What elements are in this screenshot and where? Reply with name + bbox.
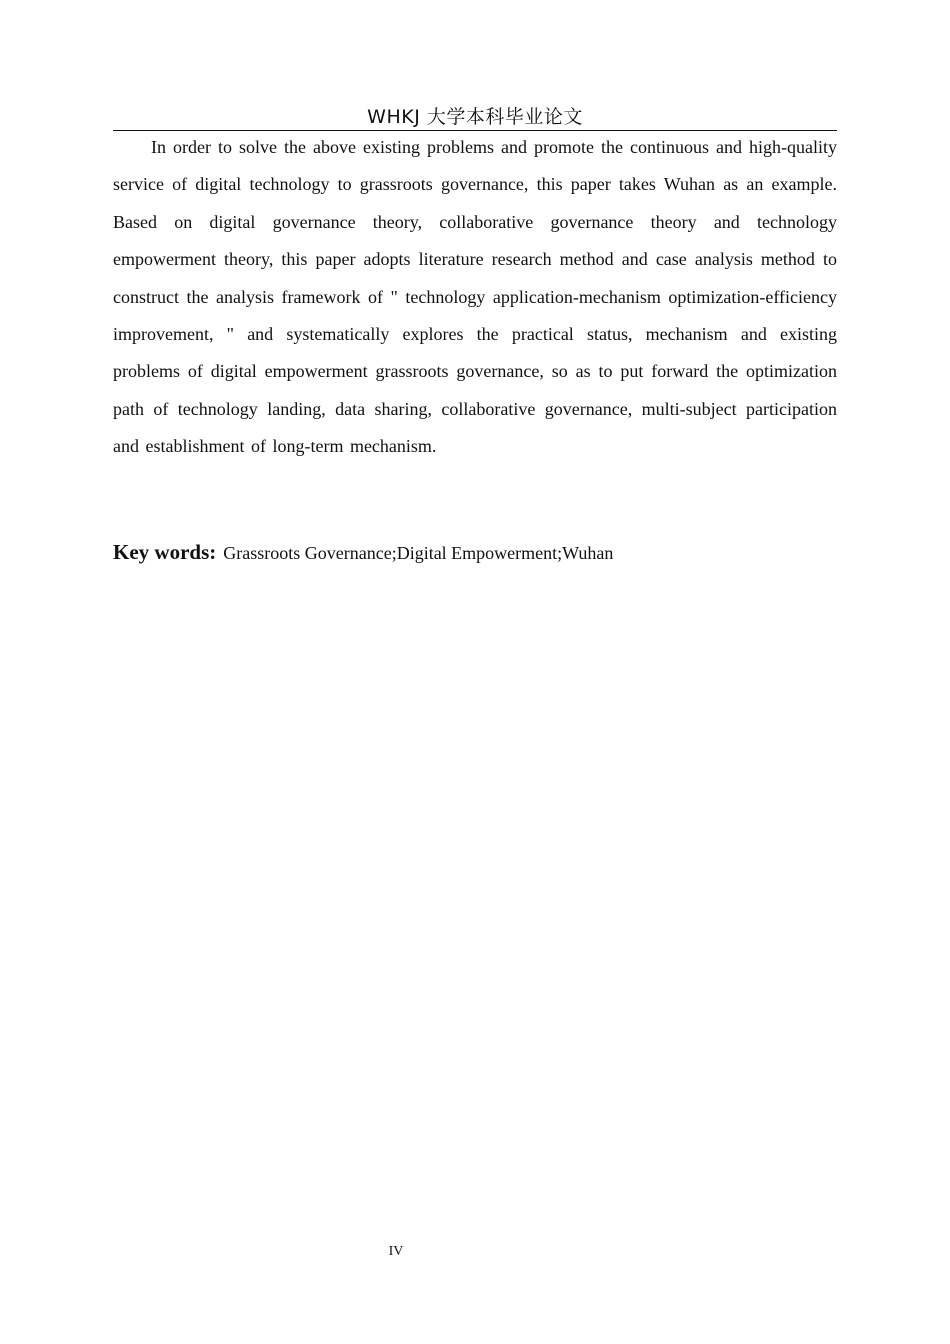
keywords-text: Grassroots Governance;Digital Empowerment;Wuhan bbox=[223, 543, 614, 563]
page-number: IV bbox=[388, 1244, 404, 1259]
keywords-line bbox=[113, 536, 837, 571]
keywords-label: Key words: bbox=[113, 540, 217, 564]
page-header-title: WHKJ 大学本科毕业论文 bbox=[367, 106, 583, 128]
abstract-paragraph: In order to solve the above existing problems and promote the continuous and high-quality service of digital technology to grassroots governance, this paper takes Wuhan as an example. Based on digital governance theory, collaborative governance theory and technology empowerment theory, this paper adopts literature research method and case analysis method to construct the analysis framework of " technology application-mechanism optimization-efficiency improvement, " and systematically explores the practical status, mechanism and existing problems of digital empowerment grassroots governance, so as to put forward the optimization path of technology landing, data sharing, collaborative governance, multi-subject participation and establishment of long-term mechanism. bbox=[113, 137, 837, 457]
